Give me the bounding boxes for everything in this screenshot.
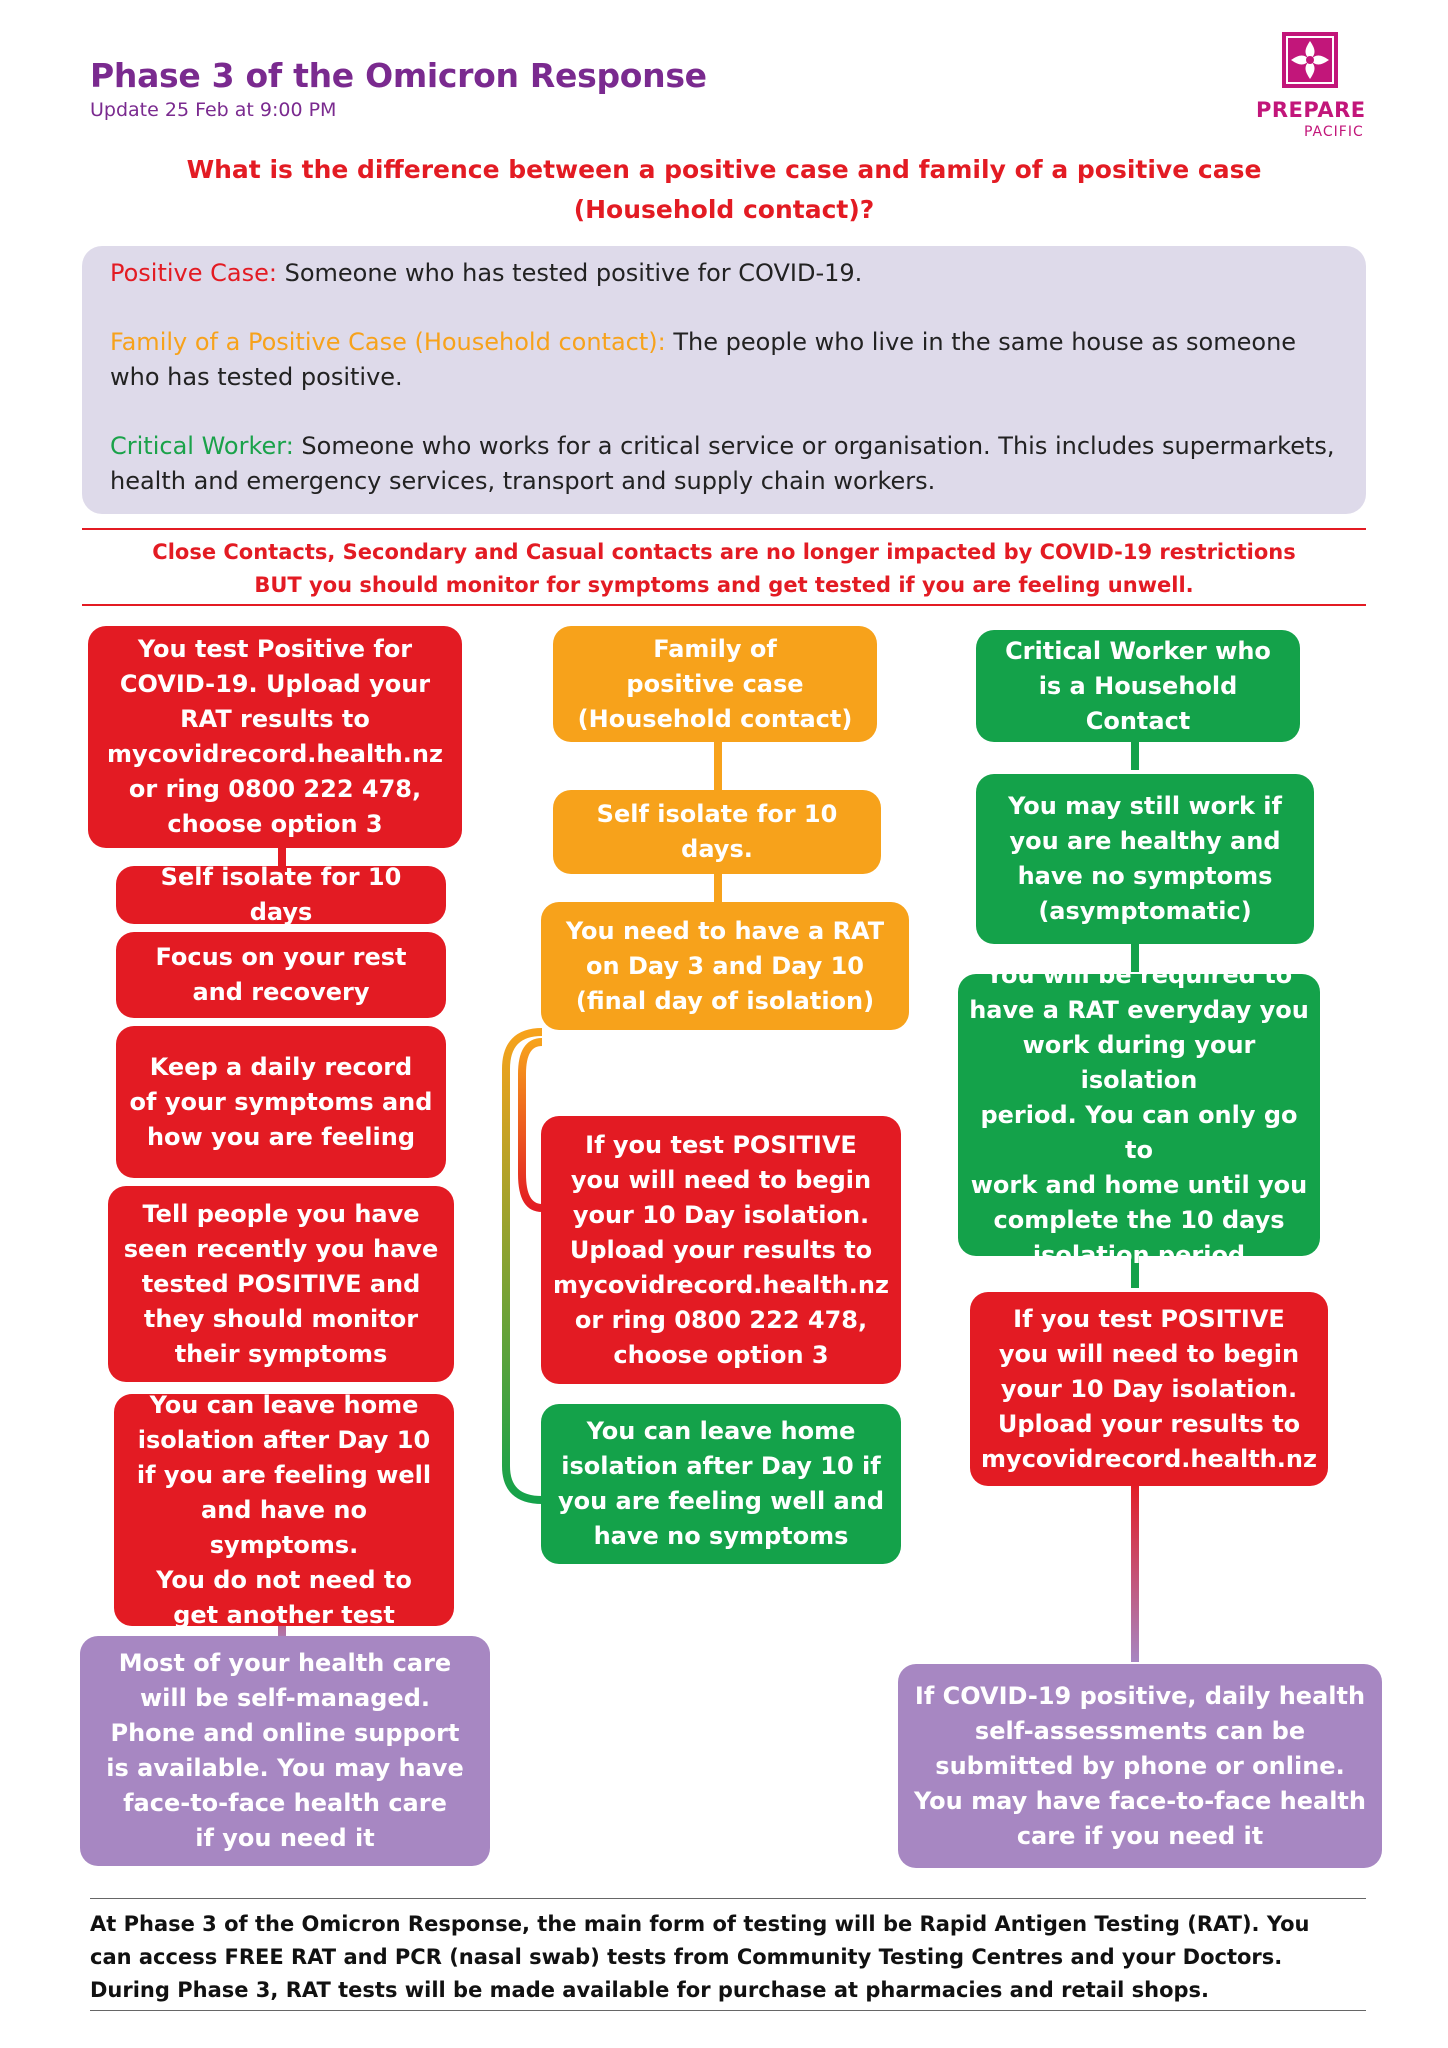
self-assessment-info [898, 1664, 1382, 1868]
daily-rat-step [958, 960, 1320, 1269]
step-line: Phone and online support [110, 1719, 460, 1747]
definitions-box [82, 246, 1366, 514]
step-line: Tell people you have [142, 1199, 420, 1228]
page-title: Phase 3 of the Omicron Response [90, 56, 707, 95]
self-isolate-step [116, 863, 446, 926]
leave-isolation-step [114, 1390, 454, 1629]
step-text [553, 1128, 889, 1373]
step-line: RAT results to [180, 705, 370, 733]
step-line: choose option 3 [167, 810, 383, 838]
step-text [563, 797, 871, 867]
step-line: and have no symptoms. [201, 1495, 367, 1559]
step-text [126, 860, 436, 930]
footer-line: can access FREE RAT and PCR (nasal swab) tests from Community Testing Centres and your Doctors. [90, 1945, 1283, 1969]
prepare-pacific-logo [1256, 32, 1396, 142]
step-line: work and home until you [970, 1170, 1308, 1199]
step-line: Focus on your rest [155, 943, 407, 971]
step-line: Self isolate for 10 days. [596, 800, 838, 863]
definition-text: The people who live in the same house as someone who has tested positive. [110, 328, 1297, 391]
family-self-isolate-step [553, 790, 881, 874]
step-line: Most of your health care [118, 1649, 452, 1677]
step-line: You may still work if [1008, 792, 1282, 820]
step-line: Keep a daily record [149, 1052, 413, 1081]
step-line: self-assessments can be [974, 1716, 1306, 1745]
flow-connector [1131, 740, 1139, 770]
tell-people-step [108, 1186, 454, 1382]
question-line: (Household contact)? [573, 195, 875, 224]
prepare-pacific-logo-icon [1282, 32, 1338, 88]
step-line: you will need to begin [998, 1339, 1300, 1368]
health-care-info [80, 1636, 490, 1866]
family-leave-isolation-step [541, 1404, 901, 1564]
step-line: get another test [173, 1600, 395, 1629]
step-line: Family of [653, 634, 777, 663]
flow-connector [714, 734, 722, 792]
definition-text: Someone who works for a critical service or organisation. This includes supermarkets, health and emergency services, transport and supply chain workers. [110, 432, 1335, 495]
footer-line: At Phase 3 of the Omicron Response, the main form of testing will be Rapid Antigen Testing (RAT). You [90, 1912, 1310, 1936]
step-line: have a RAT everyday you [969, 995, 1309, 1024]
step-line: on Day 3 and Day 10 [586, 951, 864, 980]
step-line: isolation after Day 10 if [561, 1452, 881, 1480]
notice-line: BUT you should monitor for symptoms and get tested if you are feeling unwell. [254, 573, 1194, 597]
rest-recovery-step [116, 932, 446, 1018]
step-line: have no symptoms [593, 1522, 849, 1550]
step-text [558, 1414, 884, 1554]
divider [82, 528, 1366, 530]
step-line: If COVID-19 positive, daily health [914, 1681, 1366, 1710]
definition-term: Positive Case: [110, 259, 277, 287]
footer-line: During Phase 3, RAT tests will be made available for purchase at pharmacies and retail shops. [90, 1978, 1210, 2002]
worker-positive-result-step [970, 1292, 1328, 1486]
step-line: if you are feeling well [136, 1460, 432, 1489]
step-line: will be self-managed. [139, 1684, 430, 1712]
step-line: isolation period [1032, 1240, 1246, 1269]
daily-record-step [116, 1026, 446, 1178]
step-line: Self isolate for 10 days [160, 863, 402, 926]
step-line: You do not need to [156, 1565, 412, 1594]
step-line: their symptoms [174, 1339, 388, 1368]
family-positive-result-step [541, 1116, 901, 1384]
definition-term: Family of a Positive Case (Household contact): [110, 328, 666, 356]
contacts-notice [82, 536, 1366, 602]
step-line: submitted by phone or online. [935, 1751, 1345, 1780]
step-line: COVID-19. Upload your [119, 670, 431, 698]
step-line: Upload your results to [997, 1409, 1301, 1438]
step-text [124, 1388, 444, 1633]
step-line: isolation after Day 10 [137, 1425, 431, 1454]
step-line: face-to-face health care [123, 1789, 447, 1817]
step-line: is available. You may have [106, 1754, 464, 1782]
step-line: You can leave home [149, 1390, 419, 1419]
step-line: (asymptomatic) [1038, 897, 1252, 925]
step-text [566, 914, 884, 1019]
step-line: If you test POSITIVE [1013, 1304, 1285, 1333]
question-line: What is the difference between a positive case and family of a positive case [186, 155, 1262, 184]
critical-worker-header-step [976, 630, 1300, 742]
step-line: care if you need it [1016, 1821, 1264, 1850]
step-line: you will need to begin [570, 1165, 872, 1194]
logo-wordmark: PREPARE [1256, 98, 1366, 122]
step-line: If you test POSITIVE [585, 1130, 857, 1159]
step-line: tested POSITIVE and [141, 1269, 421, 1298]
notice-line: Close Contacts, Secondary and Casual contacts are no longer impacted by COVID-19 restrictions [152, 540, 1296, 564]
step-line: your 10 Day isolation. [1000, 1374, 1298, 1403]
step-line: work during your isolation [1022, 1030, 1256, 1094]
step-line: or ring 0800 222 478, [128, 775, 422, 803]
step-line: mycovidrecord.health.nz [981, 1444, 1317, 1473]
step-line: Upload your results to [569, 1235, 873, 1264]
step-text [981, 1302, 1317, 1477]
step-line: (Household contact) [577, 704, 853, 733]
definition-positive-case [110, 256, 1338, 291]
may-still-work-step [976, 774, 1314, 944]
step-line: You will be required to [985, 960, 1293, 989]
testing-footer-note [90, 1908, 1380, 2007]
step-line: choose option 3 [613, 1340, 829, 1369]
step-text [107, 632, 443, 842]
step-line: have no symptoms [1017, 862, 1273, 890]
step-line: seen recently you have [123, 1234, 439, 1263]
step-line: Critical Worker who [1005, 636, 1271, 665]
positive-test-step [88, 626, 462, 848]
divider [90, 1898, 1366, 1899]
step-line: mycovidrecord.health.nz [107, 740, 443, 768]
step-line: is a Household Contact [1038, 671, 1238, 735]
update-timestamp: Update 25 Feb at 9:00 PM [90, 99, 337, 121]
step-line: mycovidrecord.health.nz [553, 1270, 889, 1299]
step-line: complete the 10 days [993, 1205, 1285, 1234]
step-text [130, 1050, 433, 1155]
step-text [124, 1197, 438, 1372]
logo-subtitle: PACIFIC [1304, 124, 1364, 140]
step-line: You may have face-to-face health [914, 1786, 1366, 1815]
step-text [578, 632, 853, 737]
definition-household-contact [110, 325, 1338, 395]
divider [82, 604, 1366, 606]
divider [90, 2010, 1366, 2011]
step-line: period. You can only go to [980, 1100, 1298, 1164]
step-text [968, 958, 1310, 1273]
step-text [914, 1679, 1366, 1854]
step-text [986, 634, 1290, 739]
definition-text: Someone who has tested positive for COVID-19. [276, 259, 863, 287]
step-text [1008, 789, 1282, 929]
step-line: or ring 0800 222 478, [574, 1305, 868, 1334]
step-line: you are feeling well and [557, 1487, 885, 1515]
flow-connector [1131, 1482, 1139, 1662]
step-text [155, 940, 406, 1010]
step-line: you are healthy and [1009, 827, 1281, 855]
step-line: You test Positive for [137, 635, 413, 663]
step-text [106, 1646, 463, 1856]
step-line: if you need it [195, 1824, 375, 1852]
step-line: positive case [626, 669, 804, 698]
step-line: of your symptoms and [129, 1087, 433, 1116]
step-line: You can leave home [586, 1417, 856, 1445]
definition-critical-worker [110, 429, 1338, 499]
step-line: You need to have a RAT [565, 916, 885, 945]
question-heading [100, 150, 1348, 230]
step-line: (final day of isolation) [575, 986, 875, 1015]
family-header-step [553, 626, 877, 742]
definition-term: Critical Worker: [110, 432, 294, 460]
step-line: how you are feeling [146, 1122, 416, 1151]
rat-testing-step [541, 902, 909, 1030]
step-line: they should monitor [143, 1304, 419, 1333]
step-line: your 10 Day isolation. [572, 1200, 870, 1229]
step-line: and recovery [192, 978, 370, 1006]
